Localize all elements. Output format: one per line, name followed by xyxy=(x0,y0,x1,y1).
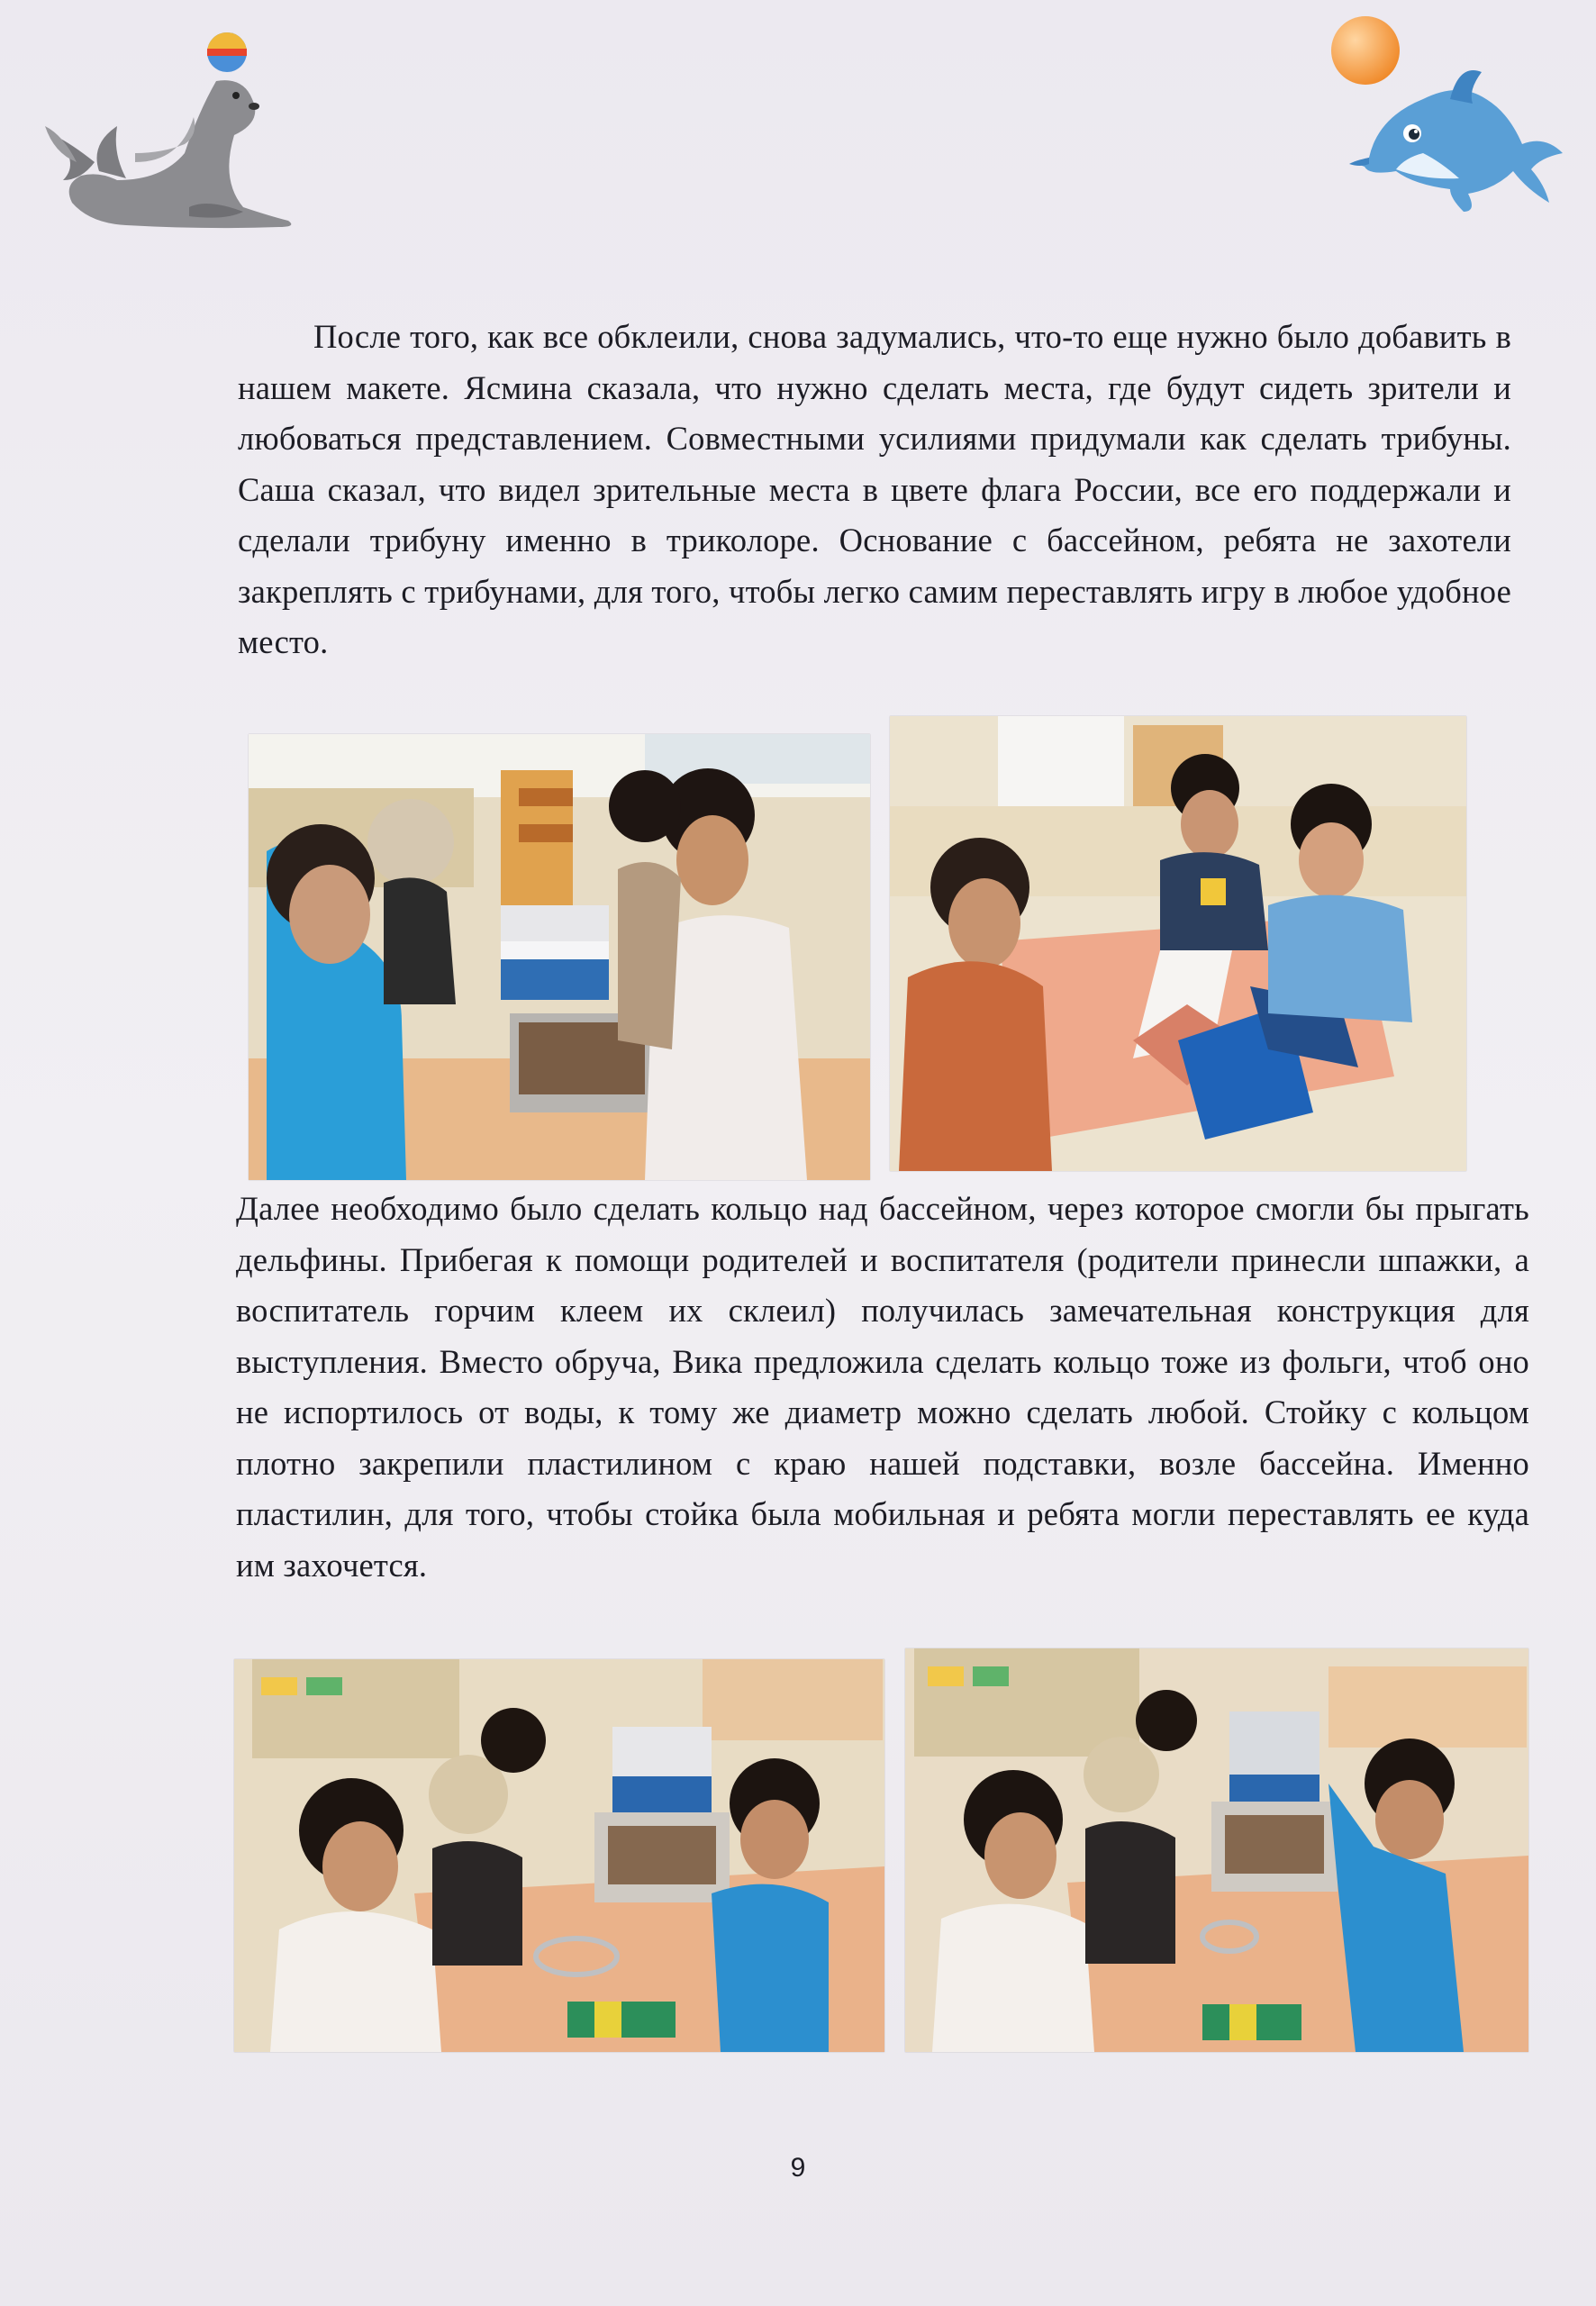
photo-children-placing-rings xyxy=(905,1648,1528,2052)
paragraph-2: Далее необходимо было сделать кольцо над бассейном, через которое смогли бы прыгать дельфины. Прибегая к помощи родителей и воспитателя (родители принесли шпажки, а воспитатель горчим клеем их склеил) получилась замечательная конструкция для выступления. Вместо обруча, Вика предложила сделать кольцо тоже из фольги, чтоб оно не испортилось от воды, к тому же диаметр можно сделать любой. Стойку с кольцом плотно закрепили пластилином с краю нашей подставки, возле бассейна. Именно пластилин, для того, чтобы стойка была мобильная и ребята могли переставлять ее куда им захочется. xyxy=(236,1190,1529,1584)
photo-children-making-tribune xyxy=(890,716,1466,1171)
photo-children-with-pool-model xyxy=(249,734,870,1180)
seal-with-ball-icon xyxy=(27,27,297,234)
paragraph-1: После того, как все обклеили, снова задумались, что-то еще нужно было добавить в нашем макете. Ясмина сказала, что нужно сделать места, где будут сидеть зрители и любоваться представлением. Совместными усилиями придумали как сделать трибуны. Саша сказал, что видел зрительные места в цвете флага России, все его поддержали и сделали трибуну именно в триколоре. Основание с бассейном, ребята не захотели закреплять с трибунами, для того, чтобы легко самим переставлять игру в любое удобное место. xyxy=(238,318,1511,660)
photo-children-with-ring-construction xyxy=(234,1659,884,2052)
dolphin-with-ball-icon xyxy=(1315,9,1576,216)
page-number: 9 xyxy=(790,2153,806,2183)
